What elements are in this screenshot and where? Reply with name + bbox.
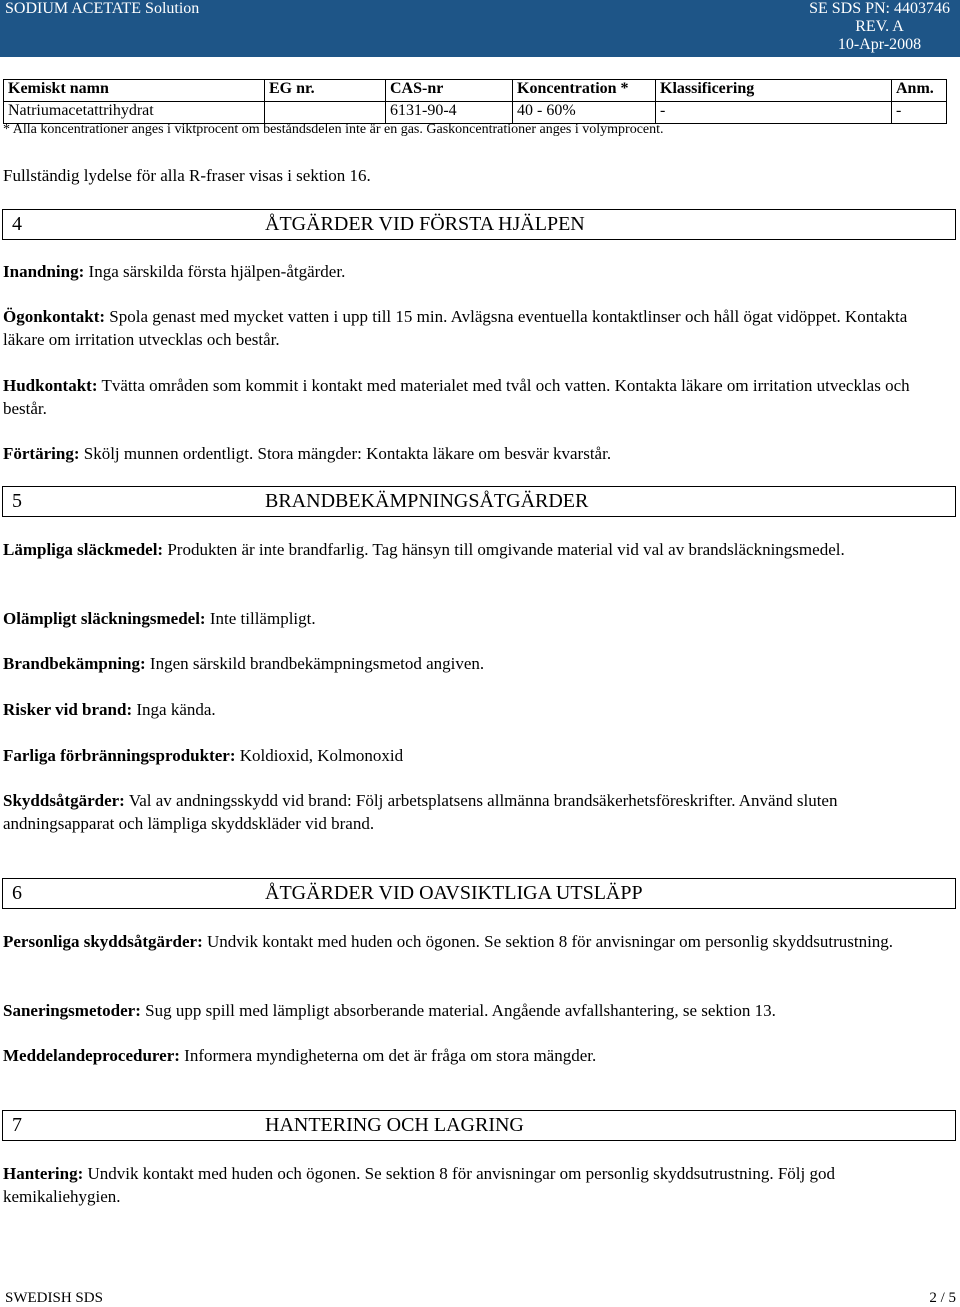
column-header: Klassificering xyxy=(656,80,892,102)
column-header: EG nr. xyxy=(265,80,386,102)
field-label: Hudkontakt: xyxy=(3,376,98,395)
field-text: Spola genast med mycket vatten i upp till 15 min. Avlägsna eventuella kontaktlinser och håll ögat vidöppet. Kontakta läkare om irritation utvecklas och består. xyxy=(3,307,908,349)
field-label: Olämpligt släckningsmedel: xyxy=(3,609,206,628)
section-7-header xyxy=(2,1110,956,1141)
concentration-footnote: * Alla koncentrationer anges i viktprocent om beståndsdelen inte är en gas. Gaskoncentrationer anges i volymprocent. xyxy=(3,122,664,137)
field-text: Koldioxid, Kolmonoxid xyxy=(239,746,404,765)
section-title: HANTERING OCH LAGRING xyxy=(265,1114,524,1136)
field-label: Risker vid brand: xyxy=(3,700,133,719)
field-text: Undvik kontakt med huden och ögonen. Se sektion 8 för anvisningar om personlig skyddsutrustning. xyxy=(207,932,894,951)
field-text: Inte tillämpligt. xyxy=(209,609,316,628)
column-header: Anm. xyxy=(892,80,947,102)
section-number: 6 xyxy=(12,882,22,904)
field-text: Sug upp spill med lämpligt absorberande material. Angående avfallshantering, se sektion 13. xyxy=(145,1001,776,1020)
field-label: Förtäring: xyxy=(3,444,80,463)
field-label: Saneringsmetoder: xyxy=(3,1001,141,1020)
r-phrases-note: Fullständig lydelse för alla R-fraser visas i sektion 16. xyxy=(3,166,371,185)
document-header-bar xyxy=(0,0,960,57)
field-label: Brandbekämpning: xyxy=(3,654,146,673)
paragraph-extinguishing-media xyxy=(3,538,953,561)
column-header: Koncentration * xyxy=(513,80,656,102)
revision: REV. A xyxy=(855,18,904,35)
column-header: CAS-nr xyxy=(386,80,513,102)
page-number: 2 / 5 xyxy=(929,1290,956,1306)
paragraph-cleanup-methods xyxy=(3,999,953,1022)
product-name: SODIUM ACETATE Solution xyxy=(5,0,200,17)
paragraph-skin-contact xyxy=(3,374,953,420)
field-text: Informera myndigheterna om det är fråga om stora mängder. xyxy=(184,1046,597,1065)
paragraph-combustion-products xyxy=(3,744,953,767)
field-label: Meddelandeprocedurer: xyxy=(3,1046,180,1065)
field-text: Ingen särskild brandbekämpningsmetod angiven. xyxy=(149,654,485,673)
table-row xyxy=(4,102,947,124)
paragraph-fire-hazards xyxy=(3,698,953,721)
field-label: Hantering: xyxy=(3,1164,84,1183)
paragraph-firefighting xyxy=(3,652,953,675)
document-id-block xyxy=(809,0,950,54)
field-text: Produkten är inte brandfarlig. Tag hänsyn till omgivande material vid val av brandsläckningsmedel. xyxy=(167,540,845,559)
table-cell: - xyxy=(892,102,947,124)
paragraph-handling xyxy=(3,1162,953,1208)
field-label: Farliga förbränningsprodukter: xyxy=(3,746,236,765)
field-text: Skölj munnen ordentligt. Stora mängder: Kontakta läkare om besvär kvarstår. xyxy=(83,444,612,463)
field-label: Personliga skyddsåtgärder: xyxy=(3,932,203,951)
section-4-header xyxy=(2,209,956,240)
footer-document-label: SWEDISH SDS xyxy=(5,1290,103,1306)
field-text: Undvik kontakt med huden och ögonen. Se sektion 8 för anvisningar om personlig skyddsutrustning. Följ god kemikaliehygien. xyxy=(3,1164,835,1206)
paragraph-unsuitable-media xyxy=(3,607,953,630)
paragraph-ingestion xyxy=(3,442,953,465)
table-header-row xyxy=(4,80,947,102)
field-label: Inandning: xyxy=(3,262,85,281)
revision-date: 10-Apr-2008 xyxy=(837,36,922,53)
section-title: ÅTGÄRDER VID FÖRSTA HJÄLPEN xyxy=(265,213,585,235)
column-header: Kemiskt namn xyxy=(4,80,265,102)
field-text: Tvätta områden som kommit i kontakt med materialet med tvål och vatten. Kontakta läkare om irritation utvecklas och består. xyxy=(3,376,910,418)
section-6-header xyxy=(2,878,956,909)
field-label: Skyddsåtgärder: xyxy=(3,791,125,810)
field-text: Inga särskilda första hjälpen-åtgärder. xyxy=(88,262,346,281)
table-cell: Natriumacetattrihydrat xyxy=(4,102,265,124)
field-text: Val av andningsskydd vid brand: Följ arbetsplatsens allmänna brandsäkerhetsföreskrifter. Använd sluten andningsapparat och lämpliga skyddskläder vid brand. xyxy=(3,791,838,833)
paragraph-reporting-procedures xyxy=(3,1044,953,1067)
table-cell xyxy=(265,102,386,124)
table-cell: - xyxy=(656,102,892,124)
paragraph-eye-contact xyxy=(3,305,953,351)
section-number: 5 xyxy=(12,490,22,512)
field-label: Lämpliga släckmedel: xyxy=(3,540,164,559)
section-number: 4 xyxy=(12,213,22,235)
section-number: 7 xyxy=(12,1114,22,1136)
sds-pn: SE SDS PN: 4403746 xyxy=(809,0,950,17)
field-label: Ögonkontakt: xyxy=(3,307,106,326)
paragraph-protective-measures xyxy=(3,789,953,835)
table-cell: 40 - 60% xyxy=(513,102,656,124)
section-title: ÅTGÄRDER VID OAVSIKTLIGA UTSLÄPP xyxy=(265,882,643,904)
table-cell: 6131-90-4 xyxy=(386,102,513,124)
section-title: BRANDBEKÄMPNINGSÅTGÄRDER xyxy=(265,490,589,512)
paragraph-inhalation xyxy=(3,260,953,283)
paragraph-personal-precautions xyxy=(3,930,953,953)
section-5-header xyxy=(2,486,956,517)
composition-table xyxy=(3,79,947,124)
field-text: Inga kända. xyxy=(136,700,216,719)
